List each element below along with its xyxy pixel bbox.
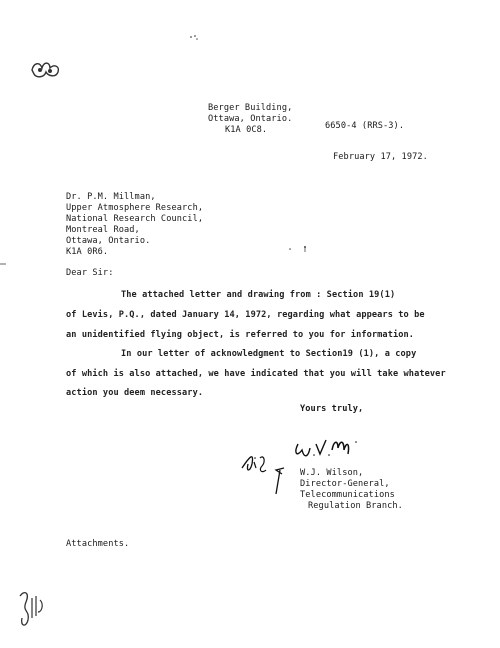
bottom-left-scribble — [14, 588, 48, 632]
recipient-line: Dr. P.M. Millman, — [66, 192, 156, 202]
margin-dot-marks — [288, 244, 318, 254]
signature-block — [300, 468, 403, 512]
recipient-address — [66, 192, 203, 258]
signatory-name: W.J. Wilson, — [300, 468, 364, 478]
signatory-dept: Regulation Branch. — [308, 501, 403, 511]
top-speck-mark — [188, 33, 200, 41]
closing: Yours truly, — [300, 404, 364, 414]
recipient-line: Upper Atmosphere Research, — [66, 203, 204, 213]
recipient-line: Ottawa, Ontario. — [66, 236, 151, 246]
sender-address-line: K1A 0C8. — [225, 125, 268, 135]
left-edge-mark — [0, 262, 8, 266]
top-left-stamp-mark — [28, 58, 64, 82]
body-line: of Levis, P.Q., dated January 14, 1972, regarding what appears to be — [66, 310, 425, 320]
recipient-line: K1A 0R6. — [66, 247, 109, 257]
salutation: Dear Sir: — [66, 268, 114, 278]
signatory-title: Director-General, — [300, 479, 390, 489]
sender-address — [208, 103, 292, 136]
recipient-line: Montreal Road, — [66, 225, 140, 235]
signatory-dept: Telecommunications — [300, 490, 395, 500]
enclosure-note: Attachments. — [66, 539, 130, 549]
body-line: The attached letter and drawing from : Section 19(1) — [121, 290, 396, 300]
body-line: action you deem necessary. — [66, 388, 204, 398]
sender-address-line: Ottawa, Ontario. — [208, 114, 293, 124]
body-line: In our letter of acknowledgment to Section19 (1), a copy — [121, 349, 417, 359]
sender-address-line: Berger Building, — [208, 103, 293, 113]
file-reference: 6650-4 (RRS-3). — [325, 121, 405, 131]
body-line: of which is also attached, we have indicated that you will take whatever — [66, 369, 446, 379]
recipient-line: National Research Council, — [66, 214, 204, 224]
letter-date: February 17, 1972. — [333, 152, 428, 162]
body-line: an unidentified flying object, is referred to you for information. — [66, 330, 415, 340]
